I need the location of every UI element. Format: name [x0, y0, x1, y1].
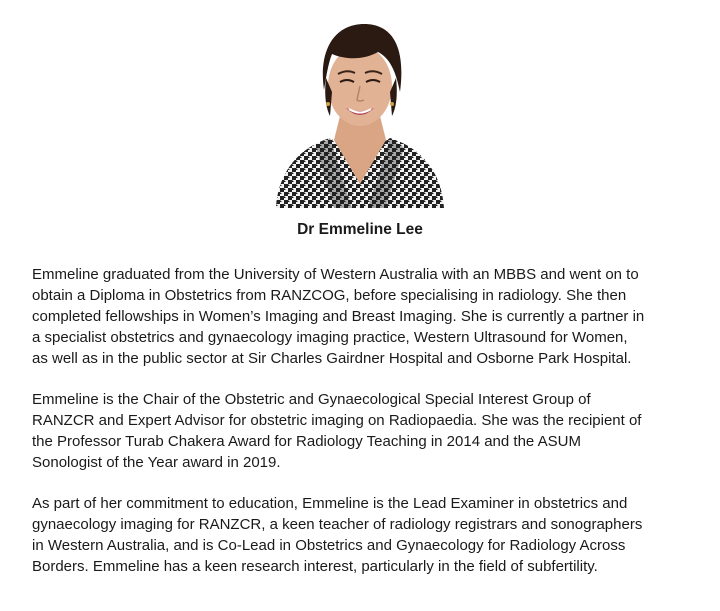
portrait-image [268, 8, 452, 208]
bio-paragraph [32, 389, 704, 473]
bio-line: gynaecology imaging for RANZCR, a keen teacher of radiology registrars and sonographers [32, 516, 643, 533]
bio-line: Emmeline graduated from the University of Western Australia with an MBBS and went on to [32, 266, 639, 283]
biography [32, 264, 704, 597]
bio-line: completed fellowships in Women’s Imaging and Breast Imaging. She is currently a partner in [32, 308, 645, 325]
bio-line: RANZCR and Expert Advisor for obstetric imaging on Radiopaedia. She was the recipient of [32, 412, 642, 429]
bio-line: Borders. Emmeline has a keen research interest, particularly in the field of subfertility. [32, 558, 598, 575]
bio-line: a specialist obstetrics and gynaecology imaging practice, Western Ultrasound for Women, [32, 329, 628, 346]
bio-line: the Professor Turab Chakera Award for Radiology Teaching in 2014 and the ASUM [32, 433, 581, 450]
bio-paragraph [32, 493, 704, 577]
bio-line: in Western Australia, and is Co-Lead in Obstetrics and Gynaecology for Radiology Across [32, 537, 626, 554]
bio-line: Sonologist of the Year award in 2019. [32, 454, 281, 471]
bio-paragraph [32, 264, 704, 369]
person-name: Dr Emmeline Lee [297, 221, 423, 238]
bio-line: As part of her commitment to education, Emmeline is the Lead Examiner in obstetrics and [32, 495, 628, 512]
profile-photo [268, 8, 452, 208]
bio-line: as well as in the public sector at Sir Charles Gairdner Hospital and Osborne Park Hospital. [32, 350, 632, 367]
bio-line: Emmeline is the Chair of the Obstetric and Gynaecological Special Interest Group of [32, 391, 591, 408]
bio-line: obtain a Diploma in Obstetrics from RANZCOG, before specialising in radiology. She then [32, 287, 627, 304]
